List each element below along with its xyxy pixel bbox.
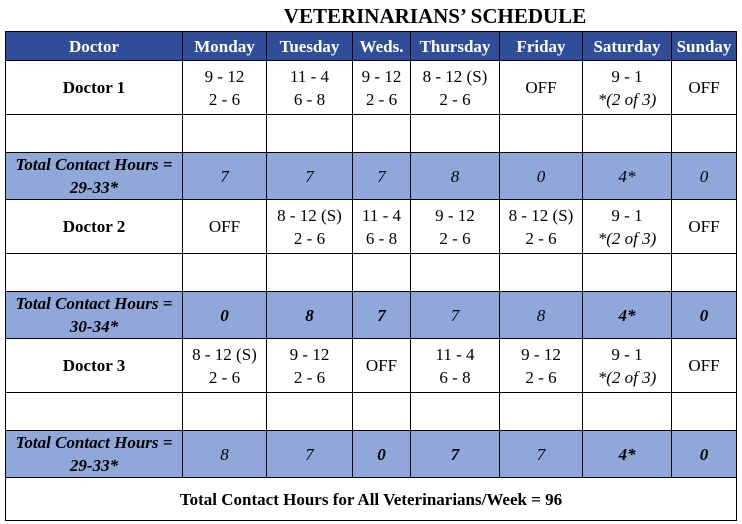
schedule-cell: OFF <box>672 200 737 254</box>
total-label: Total Contact Hours = 30-34* <box>6 292 183 339</box>
header-friday: Friday <box>500 32 583 61</box>
total-cell: 8 <box>267 292 353 339</box>
schedule-cell: OFF <box>183 200 267 254</box>
total-cell: 7 <box>500 431 583 478</box>
schedule-cell: 11 - 4 6 - 8 <box>411 339 500 393</box>
header-sunday: Sunday <box>672 32 737 61</box>
grand-total: Total Contact Hours for All Veterinarians/Week = 96 <box>6 478 737 521</box>
total-cell: 0 <box>672 292 737 339</box>
schedule-cell: OFF <box>672 339 737 393</box>
total-cell: 0 <box>500 153 583 200</box>
total-cell: 7 <box>267 431 353 478</box>
schedule-cell: 8 - 12 (S) 2 - 6 <box>183 339 267 393</box>
header-row <box>6 32 737 61</box>
doctor-2-total-row <box>6 292 737 339</box>
total-cell: 4* <box>583 292 672 339</box>
total-cell: 4* <box>583 431 672 478</box>
schedule-cell: 9 - 1 *(2 of 3) <box>583 61 672 115</box>
header-doctor: Doctor <box>6 32 183 61</box>
blank-row <box>6 393 737 431</box>
total-cell: 7 <box>353 153 411 200</box>
schedule-cell: 9 - 1 *(2 of 3) <box>583 200 672 254</box>
doctor-1-total-row <box>6 153 737 200</box>
total-cell: 0 <box>183 292 267 339</box>
doctor-name: Doctor 3 <box>6 339 183 393</box>
schedule-cell: 11 - 4 6 - 8 <box>353 200 411 254</box>
total-cell: 8 <box>411 153 500 200</box>
schedule-cell: OFF <box>353 339 411 393</box>
schedule-table <box>5 31 737 521</box>
header-tuesday: Tuesday <box>267 32 353 61</box>
total-cell: 7 <box>411 292 500 339</box>
schedule-cell: 8 - 12 (S) 2 - 6 <box>500 200 583 254</box>
page-title: VETERINARIANS’ SCHEDULE <box>283 4 587 28</box>
schedule-cell: 9 - 12 2 - 6 <box>411 200 500 254</box>
header-saturday: Saturday <box>583 32 672 61</box>
total-cell: 7 <box>267 153 353 200</box>
schedule-cell: 9 - 12 2 - 6 <box>267 339 353 393</box>
schedule-cell: 9 - 12 2 - 6 <box>353 61 411 115</box>
total-cell: 8 <box>500 292 583 339</box>
doctor-3-schedule-row <box>6 339 737 393</box>
header-thursday: Thursday <box>411 32 500 61</box>
doctor-name: Doctor 1 <box>6 61 183 115</box>
grand-total-row <box>6 478 737 521</box>
total-cell: 0 <box>672 431 737 478</box>
doctor-name: Doctor 2 <box>6 200 183 254</box>
total-cell: 8 <box>183 431 267 478</box>
header-wednesday: Weds. <box>353 32 411 61</box>
total-cell: 7 <box>353 292 411 339</box>
header-monday: Monday <box>183 32 267 61</box>
doctor-2-schedule-row <box>6 200 737 254</box>
total-label: Total Contact Hours = 29-33* <box>6 153 183 200</box>
total-cell: 7 <box>411 431 500 478</box>
schedule-cell: 8 - 12 (S) 2 - 6 <box>411 61 500 115</box>
blank-row <box>6 115 737 153</box>
schedule-cell: 9 - 12 2 - 6 <box>500 339 583 393</box>
doctor-1-schedule-row <box>6 61 737 115</box>
schedule-cell: 9 - 1 *(2 of 3) <box>583 339 672 393</box>
schedule-cell: OFF <box>500 61 583 115</box>
total-label: Total Contact Hours = 29-33* <box>6 431 183 478</box>
total-cell: 4* <box>583 153 672 200</box>
schedule-cell: 11 - 4 6 - 8 <box>267 61 353 115</box>
doctor-3-total-row <box>6 431 737 478</box>
total-cell: 7 <box>183 153 267 200</box>
total-cell: 0 <box>353 431 411 478</box>
blank-row <box>6 254 737 292</box>
schedule-cell: OFF <box>672 61 737 115</box>
schedule-cell: 8 - 12 (S) 2 - 6 <box>267 200 353 254</box>
schedule-cell: 9 - 12 2 - 6 <box>183 61 267 115</box>
total-cell: 0 <box>672 153 737 200</box>
